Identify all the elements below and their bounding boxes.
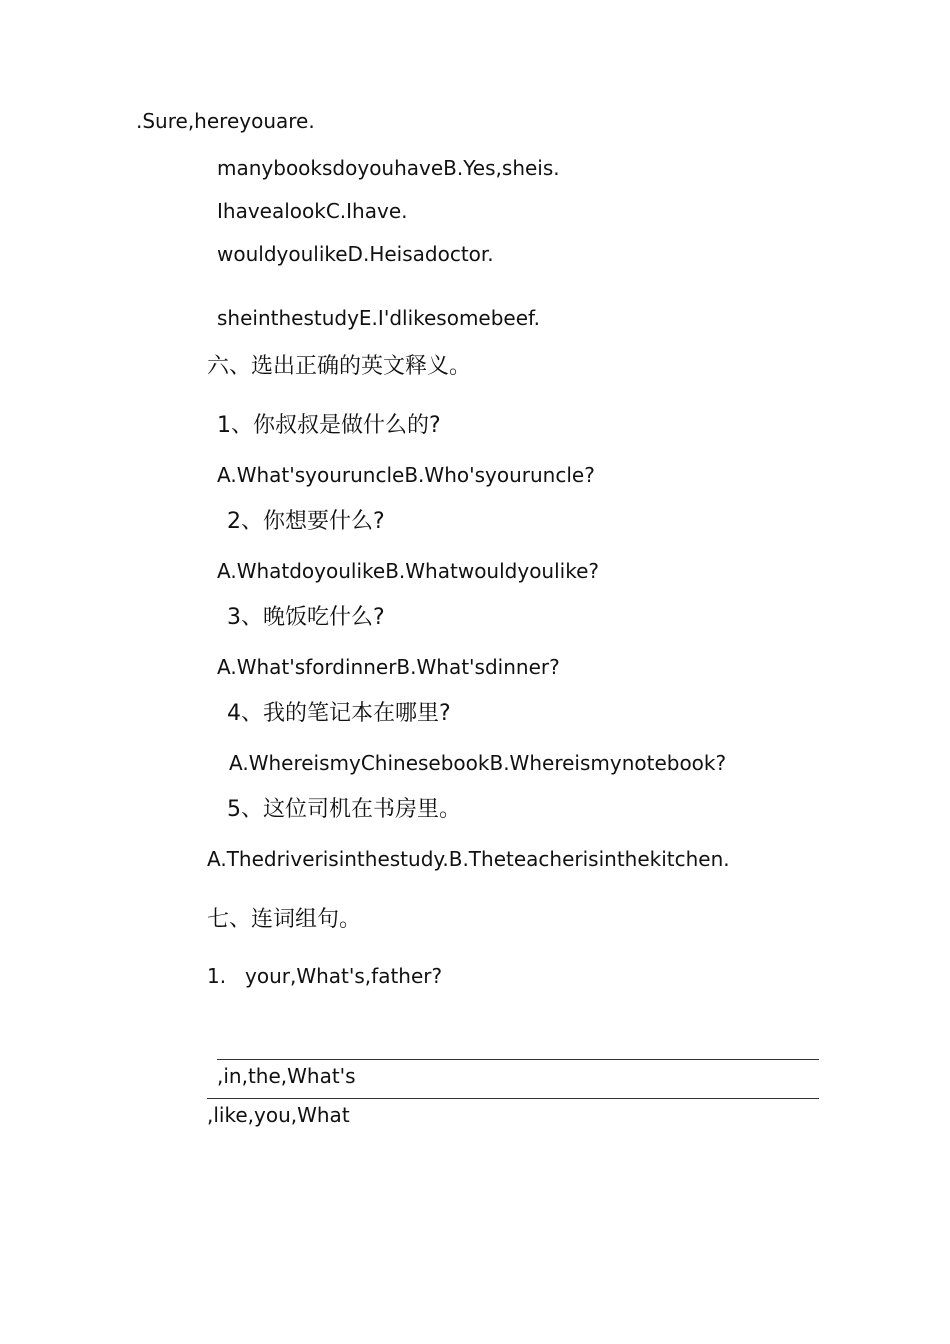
reorder-item-2-words: ,in,the,What's — [217, 1064, 356, 1088]
answer-blank-line-2 — [207, 1098, 819, 1099]
answer-options-2: A.WhatdoyoulikeB.Whatwouldyoulike? — [217, 559, 600, 583]
answer-options-4: A.WhereismyChinesebookB.Whereismynotebook? — [229, 751, 727, 775]
reorder-item-3-words: ,like,you,What — [207, 1103, 350, 1127]
match-line-b: manybooksdoyouhaveB.Yes,sheis. — [217, 156, 560, 180]
question-1: 1、你叔叔是做什么的? — [217, 413, 441, 438]
reorder-item-1-words: your,What's,father? — [245, 964, 443, 988]
reorder-item-1-number: 1. — [207, 964, 227, 988]
question-2: 2、你想要什么? — [227, 509, 385, 534]
question-4: 4、我的笔记本在哪里? — [227, 701, 451, 726]
answer-options-1: A.What'syouruncleB.Who'syouruncle? — [217, 463, 595, 487]
section-six-heading: 六、选出正确的英文释义。 — [207, 354, 472, 379]
section-seven-heading: 七、连词组句。 — [207, 907, 362, 932]
question-5: 5、这位司机在书房里。 — [227, 797, 461, 822]
match-line-e: sheinthestudyE.I'dlikesomebeef. — [217, 306, 540, 330]
match-line-d: wouldyoulikeD.Heisadoctor. — [217, 242, 494, 266]
answer-options-3: A.What'sfordinnerB.What'sdinner? — [217, 655, 560, 679]
match-line-c: IhavealookC.Ihave. — [217, 199, 408, 223]
answer-line-sure: .Sure,hereyouare. — [136, 109, 315, 133]
answer-options-5: A.Thedriverisinthestudy.B.Theteacherisinthekitchen. — [207, 847, 730, 871]
answer-blank-line-1 — [217, 1059, 819, 1060]
question-3: 3、晚饭吃什么? — [227, 605, 385, 630]
